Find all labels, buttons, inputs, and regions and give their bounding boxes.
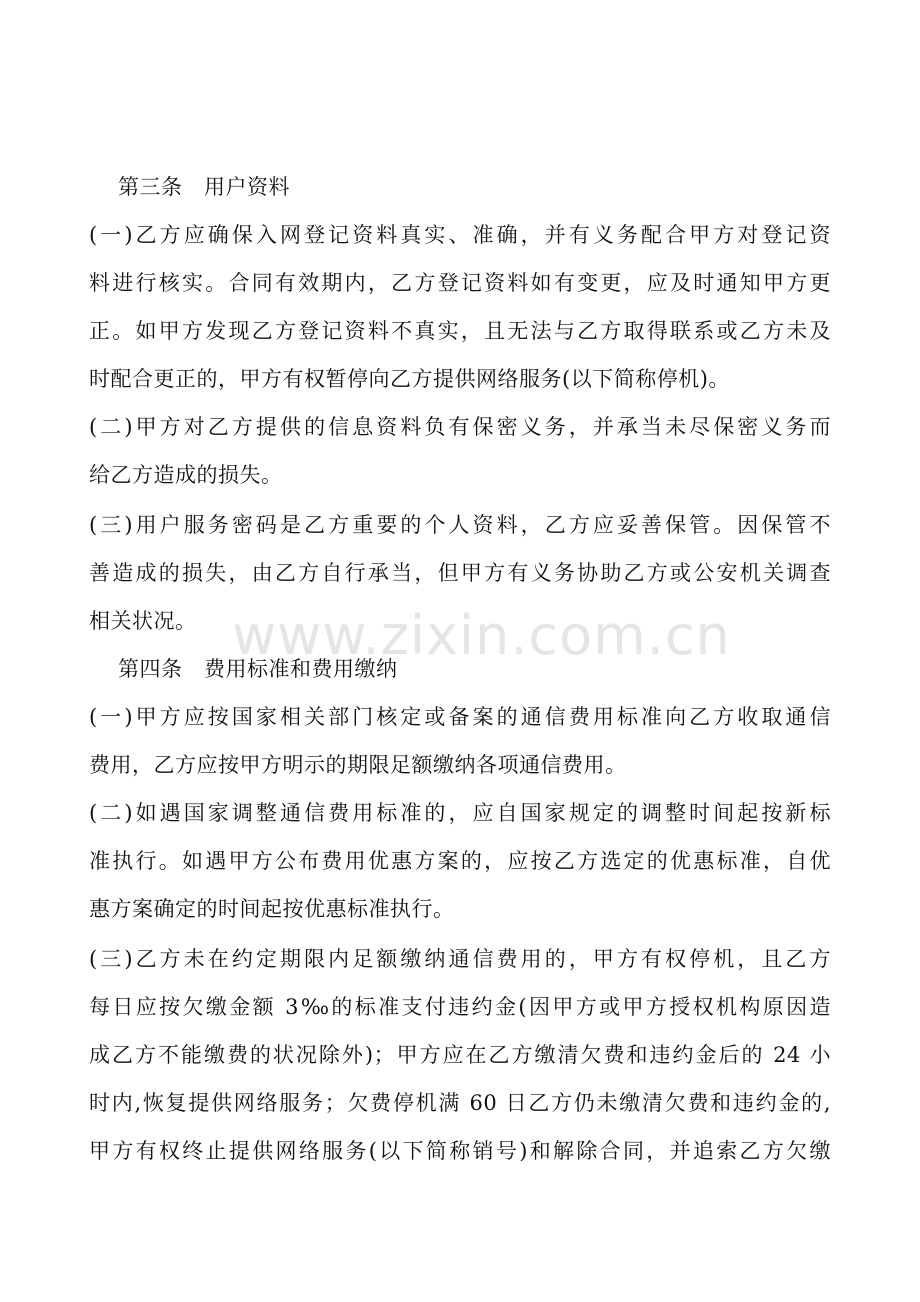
article-4-para-2-line-3: 惠方案确定的时间起按优惠标准执行。 (89, 897, 455, 921)
article-4-para-3-line-4: 时内,恢复提供网络服务；欠费停机满 60 日乙方仍未缴清欠费和违约金的, (89, 1091, 831, 1115)
article-3-para-3-line-2: 善造成的损失，由乙方自行承当，但甲方有义务协助乙方或公安机关调查 (89, 561, 831, 585)
article-4-para-3-line-3: 成乙方不能缴费的状况除外)；甲方应在乙方缴清欠费和违约金后的 24 小 (89, 1043, 831, 1067)
article-4-para-2-line-2: 准执行。如遇甲方公布费用优惠方案的，应按乙方选定的优惠标准，自优 (89, 849, 831, 873)
article-3-para-1-line-1: (一)乙方应确保入网登记资料真实、准确，并有义务配合甲方对登记资 (89, 223, 831, 247)
article-4-heading: 第四条 费用标准和费用缴纳 (118, 657, 398, 681)
article-3-para-3-line-1: (三)用户服务密码是乙方重要的个人资料，乙方应妥善保管。因保管不 (89, 513, 831, 537)
article-4-para-2-line-1: (二)如遇国家调整通信费用标准的，应自国家规定的调整时间起按新标 (89, 801, 831, 825)
article-3-para-2-line-2: 给乙方造成的损失。 (89, 463, 283, 487)
article-4-para-1-line-2: 费用，乙方应按甲方明示的期限足额缴纳各项通信费用。 (89, 753, 627, 777)
article-3-para-2-line-1: (二)甲方对乙方提供的信息资料负有保密义务，并承当未尽保密义务而 (89, 415, 831, 439)
article-3-heading: 第三条 用户资料 (118, 175, 290, 199)
article-3-para-3-line-3: 相关状况。 (89, 609, 197, 633)
article-3-para-1-line-4: 时配合更正的，甲方有权暂停向乙方提供网络服务(以下简称停机)。 (89, 367, 730, 391)
article-3-para-1-line-2: 料进行核实。合同有效期内，乙方登记资料如有变更，应及时通知甲方更 (89, 271, 831, 295)
article-4-para-3-line-5: 甲方有权终止提供网络服务(以下简称销号)和解除合同，并追索乙方欠缴 (89, 1139, 831, 1163)
article-3-para-1-line-3: 正。如甲方发现乙方登记资料不真实，且无法与乙方取得联系或乙方未及 (89, 319, 831, 343)
article-4-para-3-line-2: 每日应按欠缴金额 3‰的标准支付违约金(因甲方或甲方授权机构原因造 (89, 995, 831, 1019)
site-watermark: www.zixin.com.cn (232, 604, 731, 667)
article-4-para-3-line-1: (三)乙方未在约定期限内足额缴纳通信费用的，甲方有权停机，且乙方 (89, 947, 831, 971)
article-4-para-1-line-1: (一)甲方应按国家相关部门核定或备案的通信费用标准向乙方收取通信 (89, 705, 831, 729)
